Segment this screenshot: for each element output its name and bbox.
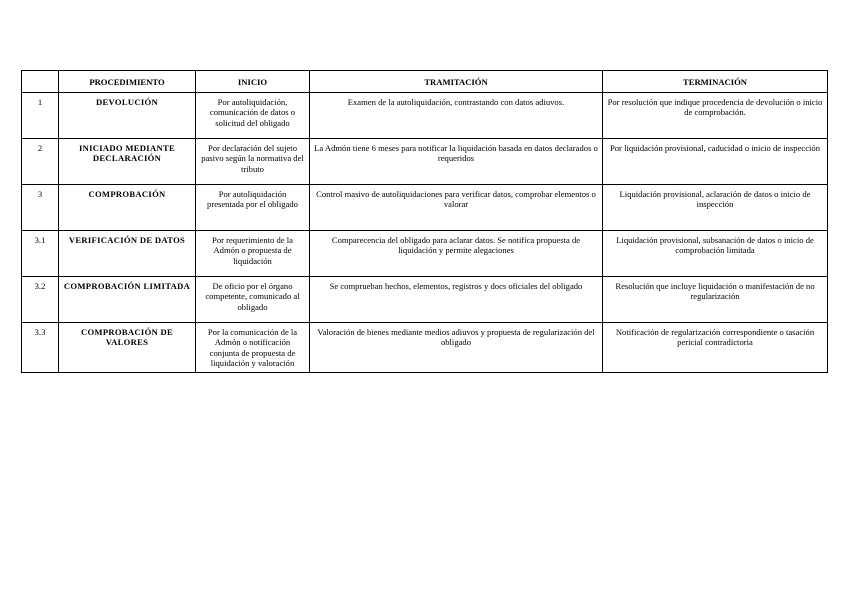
header-row: [22, 71, 828, 93]
table-row: [22, 323, 828, 373]
header-terminacion: TERMINACIÓN: [603, 71, 828, 93]
procedure-name: COMPROBACIÓN DE VALORES: [59, 323, 196, 373]
inicio-cell: De oficio por el órgano competente, comunicado al obligado: [196, 277, 310, 323]
table-row: [22, 231, 828, 277]
tramitacion-cell: Valoración de bienes mediante medios adiuvos y propuesta de regularización del obligado: [310, 323, 603, 373]
terminacion-cell: Liquidación provisional, aclaración de datos o inicio de inspección: [603, 185, 828, 231]
table-row: [22, 185, 828, 231]
table-row: [22, 277, 828, 323]
tramitacion-cell: Se comprueban hechos, elementos, registros y docs oficiales del obligado: [310, 277, 603, 323]
header-inicio: INICIO: [196, 71, 310, 93]
row-number: 3: [22, 185, 59, 231]
tramitacion-cell: Control masivo de autoliquidaciones para verificar datos, comprobar elementos o valorar: [310, 185, 603, 231]
terminacion-cell: Resolución que incluye liquidación o manifestación de no regularización: [603, 277, 828, 323]
table-row: [22, 93, 828, 139]
terminacion-cell: Por resolución que indique procedencia de devolución o inicio de comprobación.: [603, 93, 828, 139]
tramitacion-cell: Comparecencia del obligado para aclarar datos. Se notifica propuesta de liquidación y permite alegaciones: [310, 231, 603, 277]
row-number: 3.2: [22, 277, 59, 323]
row-number: 1: [22, 93, 59, 139]
table-row: [22, 139, 828, 185]
terminacion-cell: Por liquidación provisional, caducidad o inicio de inspección: [603, 139, 828, 185]
header-tramitacion: TRAMITACIÓN: [310, 71, 603, 93]
row-number: 3.1: [22, 231, 59, 277]
table-body: [22, 93, 828, 373]
inicio-cell: Por declaración del sujeto pasivo según la normativa del tributo: [196, 139, 310, 185]
row-number: 2: [22, 139, 59, 185]
procedure-name: DEVOLUCIÓN: [59, 93, 196, 139]
inicio-cell: Por la comunicación de la Admón o notificación conjunta de propuesta de liquidación y valoración: [196, 323, 310, 373]
table-header: [22, 71, 828, 93]
terminacion-cell: Notificación de regularización correspondiente o tasación pericial contradictoria: [603, 323, 828, 373]
terminacion-cell: Liquidación provisional, subsanación de datos o inicio de comprobación limitada: [603, 231, 828, 277]
procedure-name: VERIFICACIÓN DE DATOS: [59, 231, 196, 277]
tramitacion-cell: La Admón tiene 6 meses para notificar la liquidación basada en datos declarados o requeridos: [310, 139, 603, 185]
header-procedimiento: PROCEDIMIENTO: [59, 71, 196, 93]
tramitacion-cell: Examen de la autoliquidación, contrastando con datos adiuvos.: [310, 93, 603, 139]
header-number: [22, 71, 59, 93]
inicio-cell: Por autoliquidación, comunicación de datos o solicitud del obligado: [196, 93, 310, 139]
procedures-table: [21, 70, 828, 373]
inicio-cell: Por autoliquidación presentada por el obligado: [196, 185, 310, 231]
row-number: 3.3: [22, 323, 59, 373]
procedure-name: COMPROBACIÓN LIMITADA: [59, 277, 196, 323]
procedure-name: COMPROBACIÓN: [59, 185, 196, 231]
inicio-cell: Por requerimiento de la Admón o propuesta de liquidación: [196, 231, 310, 277]
procedure-name: INICIADO MEDIANTE DECLARACIÓN: [59, 139, 196, 185]
